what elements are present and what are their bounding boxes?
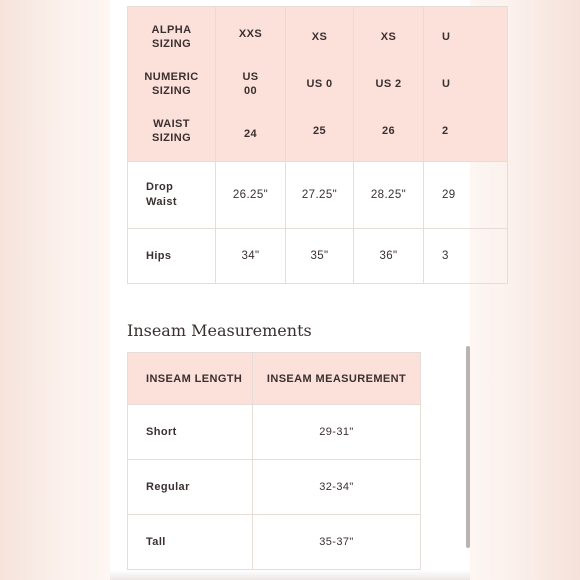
waist-size: 24 <box>243 127 258 140</box>
size-column-4 <box>424 7 508 162</box>
size-chart-header-row <box>128 7 508 162</box>
size-column-2 <box>286 7 354 162</box>
bottom-edge-shadow <box>110 570 470 580</box>
product-page <box>110 0 470 580</box>
numeric-size: US 00 <box>242 70 259 97</box>
inseam-row-short <box>128 405 421 460</box>
alpha-size: XXS <box>238 28 263 41</box>
inseam-section-title: Inseam Measurements <box>127 321 312 340</box>
inseam-length: Regular <box>128 460 253 515</box>
page-scrollbar[interactable] <box>466 346 470 548</box>
numeric-size: U <box>442 77 451 90</box>
measurement-cell: 35" <box>286 229 354 284</box>
waist-size: 2 <box>442 125 449 138</box>
numeric-sizing-label: NUMERIC SIZING <box>144 70 199 97</box>
inseam-length: Short <box>128 405 253 460</box>
inseam-length-header: INSEAM LENGTH <box>128 353 253 405</box>
drop-waist-row <box>128 162 508 229</box>
numeric-size: US 2 <box>375 77 402 90</box>
alpha-size: U <box>442 30 451 43</box>
measurement-cell: 3 <box>424 229 508 284</box>
inseam-length: Tall <box>128 515 253 570</box>
inseam-header-row <box>128 353 421 405</box>
numeric-size: US 0 <box>306 77 333 90</box>
size-column-1 <box>216 7 286 162</box>
alpha-size: XS <box>311 30 328 43</box>
waist-size: 25 <box>312 125 327 138</box>
inseam-measurement: 32-34" <box>253 460 421 515</box>
inseam-measurement: 29-31" <box>253 405 421 460</box>
waist-sizing-label: WAIST SIZING <box>151 118 192 145</box>
waist-size: 26 <box>381 125 396 138</box>
drop-waist-label: Drop Waist <box>128 162 216 229</box>
hips-row <box>128 229 508 284</box>
measurement-cell: 26.25" <box>216 162 286 229</box>
measurement-cell: 28.25" <box>354 162 424 229</box>
inseam-measurement-header: INSEAM MEASUREMENT <box>253 353 421 405</box>
alpha-sizing-label: ALPHA SIZING <box>151 23 192 50</box>
hips-label: Hips <box>128 229 216 284</box>
measurement-cell: 34" <box>216 229 286 284</box>
inseam-measurement: 35-37" <box>253 515 421 570</box>
inseam-row-tall <box>128 515 421 570</box>
inseam-table <box>127 352 421 570</box>
measurement-cell: 27.25" <box>286 162 354 229</box>
measurement-cell: 36" <box>354 229 424 284</box>
alpha-size: XS <box>380 30 397 43</box>
measurement-cell: 29 <box>424 162 508 229</box>
inseam-row-regular <box>128 460 421 515</box>
size-column-3 <box>354 7 424 162</box>
size-chart-scroll-area[interactable] <box>127 6 456 284</box>
size-chart-table <box>127 6 508 284</box>
size-type-labels <box>128 7 216 162</box>
backdrop-left <box>0 0 110 580</box>
